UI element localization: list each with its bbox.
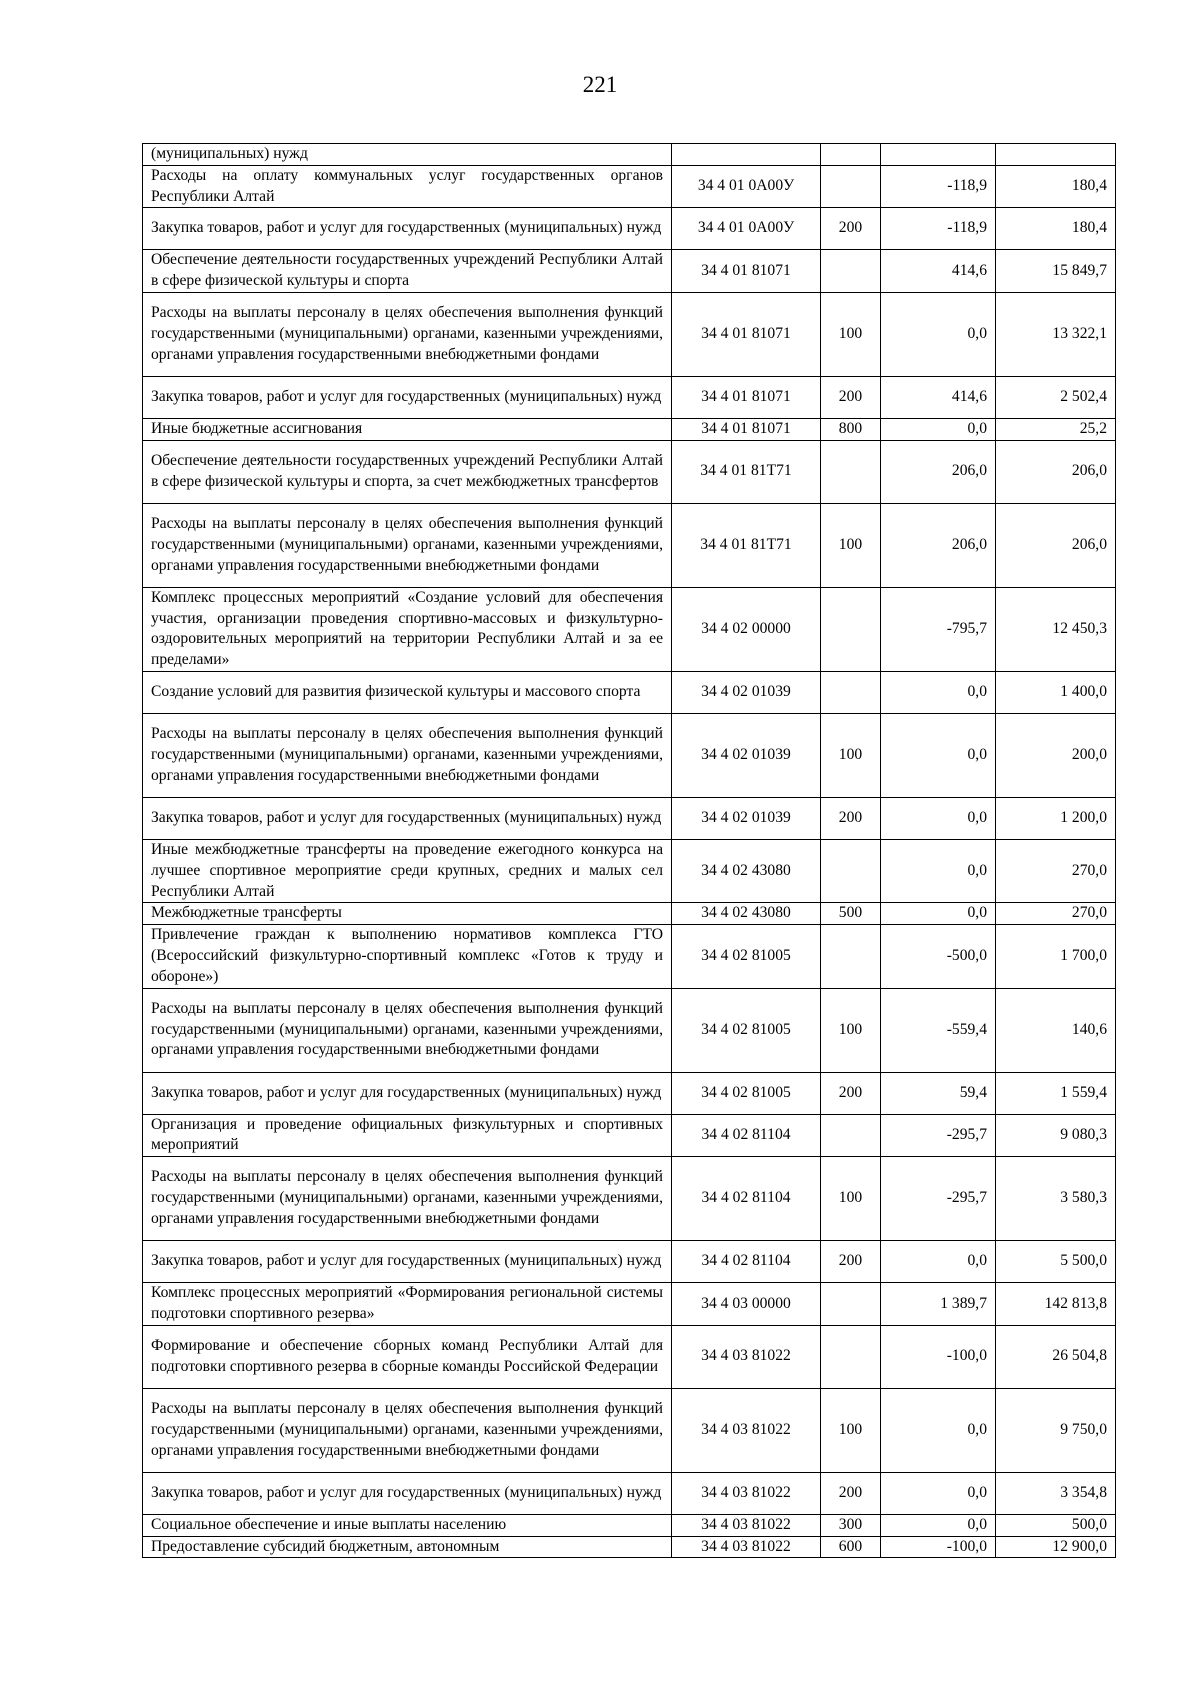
row-expense-type	[821, 839, 881, 902]
row-description: Организация и проведение официальных физкультурных и спортивных мероприятий	[143, 1114, 672, 1157]
row-total-amount: 1 200,0	[996, 797, 1116, 839]
table-row	[143, 144, 1116, 166]
row-total-amount: 200,0	[996, 713, 1116, 797]
row-total-amount: 3 580,3	[996, 1157, 1116, 1241]
table-row	[143, 1325, 1116, 1388]
row-total-amount: 1 559,4	[996, 1072, 1116, 1114]
table-row	[143, 1241, 1116, 1283]
row-description: Обеспечение деятельности государственных учреждений Республики Алтай в сфере физической культуры и спорта, за счет межбюджетных трансфертов	[143, 440, 672, 503]
row-target-code: 34 4 02 01039	[672, 713, 821, 797]
row-change-amount: 206,0	[881, 503, 996, 587]
row-change-amount: 59,4	[881, 1072, 996, 1114]
row-description: Закупка товаров, работ и услуг для государственных (муниципальных) нужд	[143, 797, 672, 839]
row-expense-type: 100	[821, 292, 881, 376]
row-change-amount: 0,0	[881, 713, 996, 797]
row-total-amount: 1 400,0	[996, 671, 1116, 713]
row-expense-type: 200	[821, 208, 881, 250]
row-change-amount: 414,6	[881, 376, 996, 418]
row-total-amount: 180,4	[996, 208, 1116, 250]
row-total-amount: 270,0	[996, 839, 1116, 902]
row-target-code: 34 4 01 0А00У	[672, 208, 821, 250]
row-description: Расходы на выплаты персоналу в целях обеспечения выполнения функций государственными (муниципальными) органами, казенными учреждениями, органами управления государственными внебюджетными фондами	[143, 1157, 672, 1241]
row-change-amount: 0,0	[881, 797, 996, 839]
table-row	[143, 839, 1116, 902]
row-change-amount: -100,0	[881, 1325, 996, 1388]
table-row	[143, 208, 1116, 250]
row-total-amount: 500,0	[996, 1514, 1116, 1536]
row-expense-type: 200	[821, 797, 881, 839]
row-description: Закупка товаров, работ и услуг для государственных (муниципальных) нужд	[143, 1472, 672, 1514]
row-change-amount: 0,0	[881, 1514, 996, 1536]
row-expense-type: 800	[821, 418, 881, 440]
row-change-amount: 206,0	[881, 440, 996, 503]
row-description: Привлечение граждан к выполнению нормативов комплекса ГТО (Всероссийский физкультурно-спортивный комплекс «Готов к труду и обороне»)	[143, 925, 672, 988]
table-row	[143, 925, 1116, 988]
row-change-amount: -295,7	[881, 1114, 996, 1157]
page-number: 221	[582, 72, 618, 97]
row-target-code: 34 4 01 0А00У	[672, 165, 821, 208]
row-expense-type	[821, 440, 881, 503]
row-description: Расходы на выплаты персоналу в целях обеспечения выполнения функций государственными (муниципальными) органами, казенными учреждениями, органами управления государственными внебюджетными фондами	[143, 988, 672, 1072]
row-description: Закупка товаров, работ и услуг для государственных (муниципальных) нужд	[143, 1072, 672, 1114]
row-description: Создание условий для развития физической культуры и массового спорта	[143, 671, 672, 713]
row-total-amount: 12 450,3	[996, 587, 1116, 671]
budget-table	[142, 143, 1116, 1558]
row-target-code: 34 4 03 81022	[672, 1536, 821, 1558]
table-row	[143, 1157, 1116, 1241]
row-description: (муниципальных) нужд	[143, 144, 672, 166]
row-total-amount: 25,2	[996, 418, 1116, 440]
row-total-amount: 1 700,0	[996, 925, 1116, 988]
table-row	[143, 988, 1116, 1072]
table-row	[143, 1072, 1116, 1114]
table-row	[143, 713, 1116, 797]
row-expense-type: 100	[821, 1388, 881, 1472]
row-description: Иные бюджетные ассигнования	[143, 418, 672, 440]
row-target-code: 34 4 02 81104	[672, 1157, 821, 1241]
row-total-amount: 180,4	[996, 165, 1116, 208]
row-target-code: 34 4 02 81005	[672, 1072, 821, 1114]
table-row	[143, 1536, 1116, 1558]
row-change-amount: -559,4	[881, 988, 996, 1072]
row-description: Комплекс процессных мероприятий «Формирования региональной системы подготовки спортивного резерва»	[143, 1283, 672, 1326]
row-target-code: 34 4 02 81104	[672, 1241, 821, 1283]
row-target-code: 34 4 01 81Т71	[672, 503, 821, 587]
row-change-amount: 0,0	[881, 1472, 996, 1514]
row-total-amount: 13 322,1	[996, 292, 1116, 376]
row-description: Закупка товаров, работ и услуг для государственных (муниципальных) нужд	[143, 208, 672, 250]
row-total-amount: 15 849,7	[996, 250, 1116, 293]
table-row	[143, 1514, 1116, 1536]
row-change-amount	[881, 144, 996, 166]
row-total-amount: 2 502,4	[996, 376, 1116, 418]
row-description: Комплекс процессных мероприятий «Создание условий для обеспечения участия, организации проведения спортивно-массовых и физкультурно-оздоровительных мероприятий на территории Республики Алтай и за ее пределами»	[143, 587, 672, 671]
row-target-code: 34 4 01 81071	[672, 376, 821, 418]
row-target-code: 34 4 02 01039	[672, 671, 821, 713]
row-description: Закупка товаров, работ и услуг для государственных (муниципальных) нужд	[143, 1241, 672, 1283]
row-description: Закупка товаров, работ и услуг для государственных (муниципальных) нужд	[143, 376, 672, 418]
table-row	[143, 292, 1116, 376]
row-target-code: 34 4 02 43080	[672, 903, 821, 925]
row-total-amount: 142 813,8	[996, 1283, 1116, 1326]
table-row	[143, 440, 1116, 503]
row-total-amount: 9 750,0	[996, 1388, 1116, 1472]
row-target-code: 34 4 02 81005	[672, 925, 821, 988]
row-expense-type: 200	[821, 1472, 881, 1514]
row-target-code: 34 4 01 81Т71	[672, 440, 821, 503]
row-description: Расходы на выплаты персоналу в целях обеспечения выполнения функций государственными (муниципальными) органами, казенными учреждениями, органами управления государственными внебюджетными фондами	[143, 713, 672, 797]
row-target-code: 34 4 02 43080	[672, 839, 821, 902]
table-row	[143, 165, 1116, 208]
row-total-amount: 12 900,0	[996, 1536, 1116, 1558]
row-target-code: 34 4 01 81071	[672, 418, 821, 440]
row-change-amount: -100,0	[881, 1536, 996, 1558]
row-change-amount: 0,0	[881, 839, 996, 902]
row-expense-type: 100	[821, 1157, 881, 1241]
row-change-amount: -118,9	[881, 208, 996, 250]
row-change-amount: 0,0	[881, 418, 996, 440]
row-total-amount: 206,0	[996, 503, 1116, 587]
row-description: Иные межбюджетные трансферты на проведение ежегодного конкурса на лучшее спортивное мероприятие среди крупных, средних и малых сел Республики Алтай	[143, 839, 672, 902]
row-change-amount: 0,0	[881, 671, 996, 713]
row-expense-type: 100	[821, 713, 881, 797]
row-expense-type: 500	[821, 903, 881, 925]
row-total-amount: 5 500,0	[996, 1241, 1116, 1283]
table-row	[143, 1114, 1116, 1157]
table-row	[143, 376, 1116, 418]
row-expense-type: 600	[821, 1536, 881, 1558]
table-row	[143, 671, 1116, 713]
row-total-amount: 9 080,3	[996, 1114, 1116, 1157]
row-total-amount: 3 354,8	[996, 1472, 1116, 1514]
row-expense-type: 200	[821, 1241, 881, 1283]
row-target-code: 34 4 03 81022	[672, 1472, 821, 1514]
row-change-amount: 0,0	[881, 903, 996, 925]
row-target-code: 34 4 01 81071	[672, 250, 821, 293]
row-expense-type	[821, 250, 881, 293]
row-description: Социальное обеспечение и иные выплаты населению	[143, 1514, 672, 1536]
row-target-code: 34 4 03 81022	[672, 1325, 821, 1388]
row-target-code: 34 4 03 00000	[672, 1283, 821, 1326]
row-target-code: 34 4 03 81022	[672, 1514, 821, 1536]
row-description: Формирование и обеспечение сборных команд Республики Алтай для подготовки спортивного резерва в сборные команды Российской Федерации	[143, 1325, 672, 1388]
row-change-amount: 414,6	[881, 250, 996, 293]
row-total-amount: 140,6	[996, 988, 1116, 1072]
row-target-code: 34 4 02 81005	[672, 988, 821, 1072]
row-change-amount: -295,7	[881, 1157, 996, 1241]
row-target-code: 34 4 03 81022	[672, 1388, 821, 1472]
row-change-amount: -500,0	[881, 925, 996, 988]
row-expense-type	[821, 671, 881, 713]
budget-table-body	[143, 144, 1116, 1558]
row-total-amount	[996, 144, 1116, 166]
row-expense-type	[821, 1114, 881, 1157]
row-expense-type: 300	[821, 1514, 881, 1536]
row-target-code: 34 4 02 00000	[672, 587, 821, 671]
row-total-amount: 26 504,8	[996, 1325, 1116, 1388]
row-change-amount: 0,0	[881, 1241, 996, 1283]
row-change-amount: 1 389,7	[881, 1283, 996, 1326]
row-target-code: 34 4 02 81104	[672, 1114, 821, 1157]
row-description: Предоставление субсидий бюджетным, автономным	[143, 1536, 672, 1558]
row-description: Межбюджетные трансферты	[143, 903, 672, 925]
row-total-amount: 270,0	[996, 903, 1116, 925]
table-row	[143, 587, 1116, 671]
row-description: Расходы на выплаты персоналу в целях обеспечения выполнения функций государственными (муниципальными) органами, казенными учреждениями, органами управления государственными внебюджетными фондами	[143, 1388, 672, 1472]
row-expense-type: 200	[821, 376, 881, 418]
row-change-amount: 0,0	[881, 1388, 996, 1472]
row-change-amount: -118,9	[881, 165, 996, 208]
row-description: Обеспечение деятельности государственных учреждений Республики Алтай в сфере физической культуры и спорта	[143, 250, 672, 293]
table-row	[143, 1283, 1116, 1326]
row-expense-type	[821, 1325, 881, 1388]
table-row	[143, 1472, 1116, 1514]
row-description: Расходы на выплаты персоналу в целях обеспечения выполнения функций государственными (муниципальными) органами, казенными учреждениями, органами управления государственными внебюджетными фондами	[143, 292, 672, 376]
row-expense-type: 100	[821, 503, 881, 587]
table-row	[143, 418, 1116, 440]
row-expense-type	[821, 144, 881, 166]
row-expense-type	[821, 1283, 881, 1326]
row-change-amount: -795,7	[881, 587, 996, 671]
row-target-code: 34 4 02 01039	[672, 797, 821, 839]
table-row	[143, 1388, 1116, 1472]
row-expense-type: 200	[821, 1072, 881, 1114]
table-row	[143, 250, 1116, 293]
table-row	[143, 797, 1116, 839]
table-row	[143, 503, 1116, 587]
row-description: Расходы на выплаты персоналу в целях обеспечения выполнения функций государственными (муниципальными) органами, казенными учреждениями, органами управления государственными внебюджетными фондами	[143, 503, 672, 587]
row-change-amount: 0,0	[881, 292, 996, 376]
row-expense-type	[821, 165, 881, 208]
row-expense-type: 100	[821, 988, 881, 1072]
row-total-amount: 206,0	[996, 440, 1116, 503]
row-expense-type	[821, 587, 881, 671]
row-target-code: 34 4 01 81071	[672, 292, 821, 376]
table-row	[143, 903, 1116, 925]
row-description: Расходы на оплату коммунальных услуг государственных органов Республики Алтай	[143, 165, 672, 208]
row-target-code	[672, 144, 821, 166]
row-expense-type	[821, 925, 881, 988]
